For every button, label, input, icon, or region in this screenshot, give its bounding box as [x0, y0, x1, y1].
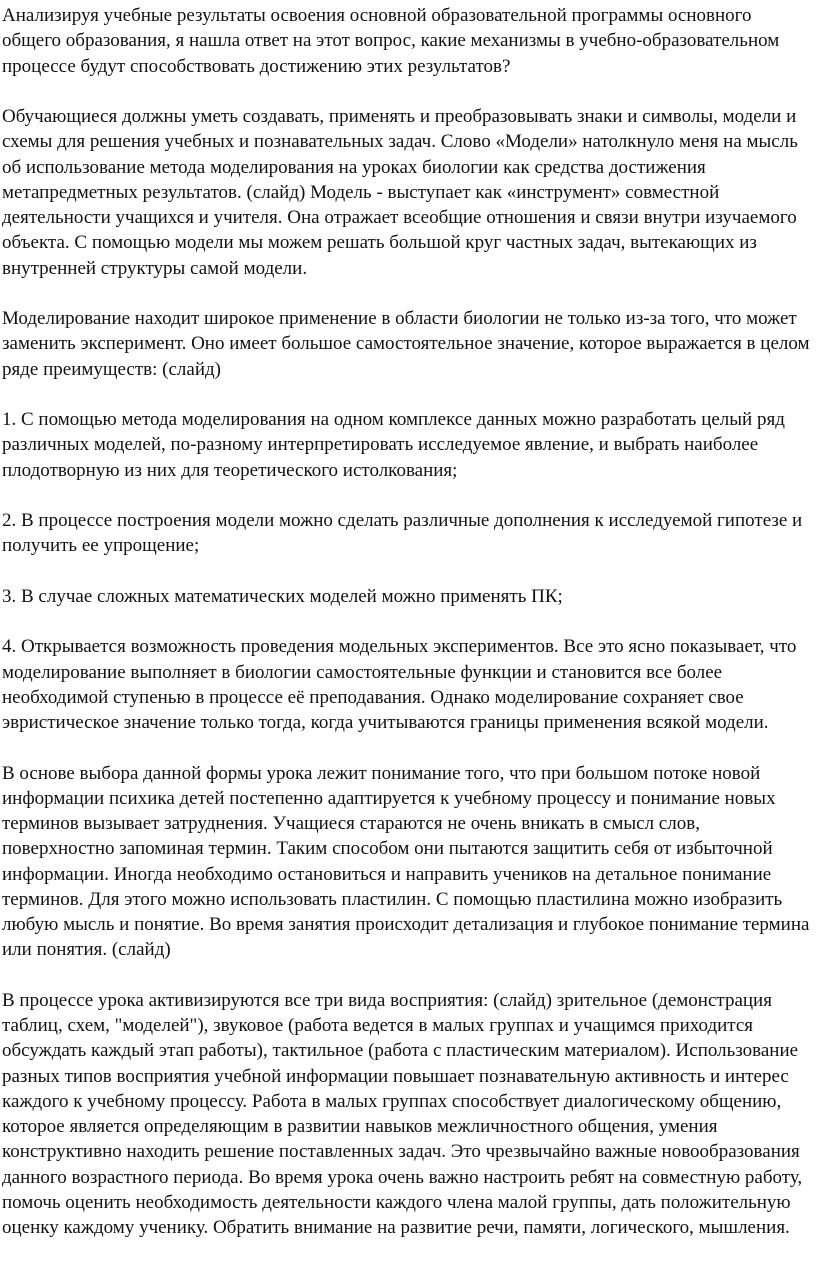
paragraph-lesson-form: В основе выбора данной формы урока лежит понимание того, что при большом потоке новой информации психика детей постепенно адаптируется к учебному процессу и понимание новых терминов вызывает затруднения. Учащиеся стараются не очень вникать в смысл слов, поверхностно запоминая термин. Таким способом они пытаются защитить себя от избыточной информации. Иногда необходимо остановиться и направить учеников на детальное понимание терминов. Для этого можно использовать пластилин. С помощью пластилина можно изобразить любую мысль и понятие. Во время занятия происходит детализация и глубокое понимание термина или понятия. (слайд) [2, 762, 810, 961]
paragraph-perception: В процессе урока активизируются все три вида восприятия: (слайд) зрительное (демонстрация таблиц, схем, "моделей"), звуковое (работа ведется в малых группах и учащимся приходится обсуждать каждый этап работы), тактильное (работа с пластическим материалом). Использование разных типов восприятия учебной информации повышает познавательную активность и интерес каждого к учебному процессу. Работа в малых группах способствует диалогическому общению, которое является определяющим в развитии навыков межличностного общения, умения конструктивно находить решение поставленных задач. Это чрезвычайно важные новообразования данного возрастного периода. Во время урока очень важно настроить ребят на совместную работу, помочь оценить необходимость деятельности каждого члена малой группы, дать положительную оценку каждому ученику. Обратить внимание на развитие речи, памяти, логического, мышления. [2, 989, 803, 1238]
paragraph-modeling-advantages: Моделирование находит широкое применение в области биологии не только из-за того, что может заменить эксперимент. Оно имеет большое самостоятельное значение, которое выражается в целом ряде преимуществ: (слайд) [2, 308, 810, 380]
paragraph-models: Обучающиеся должны уметь создавать, применять и преобразовывать знаки и символы, модели и схемы для решения учебных и познавательных задач. Слово «Модели» натолкнуло меня на мысль об использование метода моделирования на уроках биологии как средства достижения метапредметных результатов. (слайд) Модель - выступает как «инструмент» совместной деятельности учащихся и учителя. Она отражает всеобщие отношения и связи внутри изучаемого объекта. С помощью модели мы можем решать большой круг частных задач, вытекающих из внутренней структуры самой модели. [2, 106, 798, 279]
list-item-3: 3. В случае сложных математических моделей можно применять ПК; [2, 585, 563, 607]
list-item-2: 2. В процессе построения модели можно сделать различные дополнения к исследуемой гипотезе и получить ее упрощение; [2, 510, 803, 557]
list-item-1: 1. С помощью метода моделирования на одном комплексе данных можно разработать целый ряд различных моделей, по-разному интерпретировать исследуемое явление, и выбрать наиболее плодотворную из них для теоретического истолкования; [2, 409, 785, 481]
list-item-4: 4. Открывается возможность проведения модельных экспериментов. Все это ясно показывает, что моделирование выполняет в биологии самостоятельные функции и становится все более необходимой ступенью в процессе её преподавания. Однако моделирование сохраняет свое эвристическое значение только тогда, когда учитываются границы применения всякой модели. [2, 636, 797, 733]
paragraph-intro: Анализируя учебные результаты освоения основной образовательной программы основного общего образования, я нашла ответ на этот вопрос, какие механизмы в учебно-образовательном процессе будут способствовать достижению этих результатов? [2, 5, 780, 77]
